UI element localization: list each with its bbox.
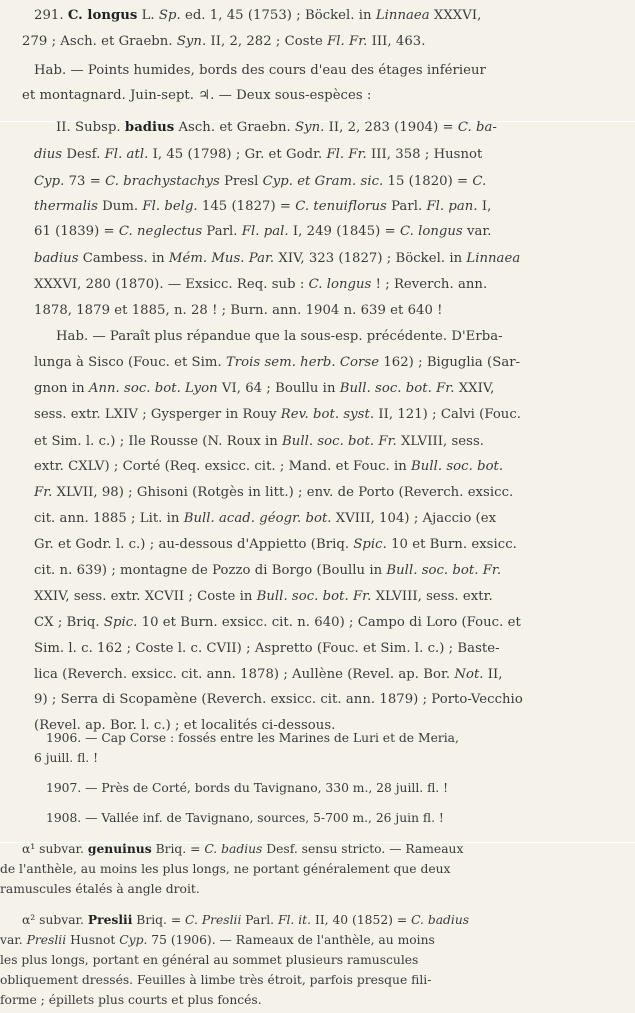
text-segment: CX ; Briq. [34, 615, 104, 630]
italic-text: C. Preslii [185, 913, 242, 927]
text-segment: II, 121) ; Calvi (Fouc. [374, 407, 522, 422]
text-line [0, 929, 635, 951]
text-segment: Husnot [66, 933, 120, 947]
italic-text: Fl. it. [277, 913, 312, 927]
text-segment: 73 = [64, 174, 106, 189]
text-line [0, 909, 635, 931]
text-segment: Gr. et Godr. l. c.) ; au-dessous d'Appietto (Briq. [34, 537, 354, 552]
text-segment: gnon in [34, 381, 89, 396]
text-segment: XXIV, sess. extr. XCVII ; Coste in [34, 589, 257, 604]
text-segment: 279 ; Asch. et Graebn. [22, 34, 177, 49]
text-segment: Hab. — Points humides, bords des cours d'eau des étages inférieur [34, 63, 486, 78]
text-line [0, 85, 635, 107]
text-line [0, 807, 635, 829]
text-segment: Parl. [386, 199, 427, 214]
text-segment: cit. n. 639) ; montagne de Pozzo di Borgo (Boullu in [34, 563, 387, 578]
text-segment: 10 et Burn. exsicc. cit. n. 640) ; Campo di Loro (Fouc. et [137, 615, 521, 630]
text-segment: et montagnard. Juin-sept. ♃. — Deux sous-espèces : [22, 88, 372, 103]
italic-text: Fl. pal. [241, 224, 289, 239]
text-segment: extr. CXLV) ; Corté (Req. exsicc. cit. ; Mand. et Fouc. in [34, 459, 412, 474]
text-segment: forme ; épillets plus courts et plus foncés. [0, 993, 262, 1007]
text-line [0, 221, 635, 243]
italic-text: Bull. soc. bot. Fr. [282, 434, 397, 449]
italic-text: Syn. [295, 120, 325, 135]
text-line [0, 144, 635, 166]
text-segment: Parl. [241, 913, 278, 927]
text-line [0, 431, 635, 453]
text-segment: var. [0, 933, 27, 947]
text-line [0, 586, 635, 608]
text-segment: 1878, 1879 et 1885, n. 28 ! ; Burn. ann. 1904 n. 639 et 640 ! [34, 303, 443, 318]
text-segment: XXXVI, 280 (1870). — Exsicc. Req. sub : [34, 277, 309, 292]
text-segment: 15 (1820) = [383, 174, 473, 189]
italic-text: Cyp. [119, 933, 148, 947]
text-line [0, 560, 635, 582]
italic-text: Fl. atl. [104, 147, 149, 162]
text-segment: XLVIII, sess. [396, 434, 485, 449]
italic-text: Bull. soc. bot. [411, 459, 504, 474]
text-line [0, 664, 635, 686]
text-segment: 145 (1827) = [197, 199, 296, 214]
italic-text: Cyp. [34, 174, 65, 189]
text-segment: ! ; Reverch. ann. [371, 277, 488, 292]
text-segment: XLVII, 98) ; Ghisoni (Rotgès in litt.) ; env. de Porto (Reverch. exsicc. [52, 485, 514, 500]
text-segment: 291. [34, 8, 68, 23]
italic-text: Bull. soc. bot. Fr. [386, 563, 502, 578]
text-segment: Sim. l. c. 162 ; Coste l. c. CVII) ; Aspretto (Fouc. et Sim. l. c.) ; Baste- [34, 641, 500, 656]
text-segment: obliquement dressés. Feuilles à limbe très étroit, parfois presque fili- [0, 973, 432, 987]
text-line [0, 747, 635, 769]
text-line [0, 196, 635, 218]
text-segment: et Sim. l. c.) ; Ile Rousse (N. Roux in [34, 434, 283, 449]
italic-text: Fl. Fr. [326, 147, 367, 162]
italic-text: Not. [454, 667, 484, 682]
text-line [0, 534, 635, 556]
text-segment: 61 (1839) = [34, 224, 119, 239]
text-segment: Desf. sensu stricto. — Rameaux [262, 842, 464, 856]
text-line [0, 638, 635, 660]
text-segment: les plus longs, portant en général au sommet plusieurs ramuscules [0, 953, 419, 967]
text-line [0, 989, 635, 1011]
text-segment: Desf. [62, 147, 105, 162]
text-line [0, 326, 635, 348]
text-segment: Briq. = [151, 842, 205, 856]
italic-text: C. longus [399, 224, 463, 239]
text-line [0, 878, 635, 900]
text-segment: 1907. — Près de Corté, bords du Tavignano, 330 m., 28 juill. fl. ! [46, 781, 449, 795]
text-line [0, 482, 635, 504]
italic-text: badius [34, 251, 79, 266]
text-line [0, 689, 635, 711]
text-segment: α¹ subvar. [22, 842, 88, 856]
text-segment: I, 45 (1798) ; Gr. et Godr. [148, 147, 327, 162]
text-segment: var. [462, 224, 492, 239]
italic-text: C. [472, 174, 487, 189]
text-line [0, 5, 635, 27]
text-segment: (Revel. ap. Bor. l. c.) ; et localités ci-dessous. [34, 718, 336, 733]
text-segment: II. Subsp. [56, 120, 125, 135]
text-segment: Dum. [97, 199, 143, 214]
text-segment: 1906. — Cap Corse : fossés entre les Marines de Luri et de Meria, [46, 731, 459, 745]
text-segment: sess. extr. LXIV ; Gysperger in Rouy [34, 407, 281, 422]
text-line [0, 969, 635, 991]
text-segment: II, 2, 282 ; Coste [206, 34, 328, 49]
text-line [0, 248, 635, 270]
text-line [0, 117, 635, 139]
italic-text: Spic. [353, 537, 387, 552]
text-line [0, 274, 635, 296]
text-segment: Cambess. in [78, 251, 169, 266]
italic-text: Fr. [34, 485, 53, 500]
italic-text: Sp. [158, 8, 181, 23]
italic-text: Fl. Fr. [327, 34, 368, 49]
text-segment: ramuscules étalés à angle droit. [0, 882, 200, 896]
italic-text: thermalis [34, 199, 98, 214]
text-segment: Presl [219, 174, 263, 189]
italic-text: Cyp. et Gram. sic. [262, 174, 384, 189]
text-line [0, 838, 635, 860]
italic-text: Bull. soc. bot. Fr. [339, 381, 455, 396]
italic-text: Fl. belg. [142, 199, 198, 214]
italic-text: Fl. pan. [426, 199, 478, 214]
text-segment: II, [483, 667, 503, 682]
text-segment: Hab. — Paraît plus répandue que la sous-esp. précédente. D'Erba- [56, 329, 503, 344]
text-line [0, 352, 635, 374]
italic-text: C. badius [204, 842, 263, 856]
text-segment: 162) ; Biguglia (Sar- [379, 355, 521, 370]
text-line [0, 378, 635, 400]
taxon-name: genuinus [87, 841, 152, 856]
text-segment: de l'anthèle, au moins les plus longs, ne portant généralement que deux [0, 862, 451, 876]
text-segment: α² subvar. [22, 913, 88, 927]
text-line [0, 404, 635, 426]
text-segment: L. [137, 8, 159, 23]
italic-text: Linnaea [375, 8, 430, 23]
text-segment: Briq. = [132, 913, 186, 927]
text-segment: 10 et Burn. exsicc. [386, 537, 517, 552]
text-segment: III, 358 ; Husnot [366, 147, 483, 162]
text-segment: III, 463. [367, 34, 426, 49]
italic-text: Ann. soc. bot. Lyon [88, 381, 218, 396]
italic-text: Bull. acad. géogr. bot. [183, 511, 332, 526]
italic-text: C. brachystachys [105, 174, 220, 189]
text-line [0, 777, 635, 799]
text-segment: XIV, 323 (1827) ; Böckel. in [274, 251, 467, 266]
text-segment: Parl. [202, 224, 242, 239]
taxon-name: badius [124, 120, 175, 135]
text-line [0, 60, 635, 82]
text-line [0, 508, 635, 530]
italic-text: Spic. [103, 615, 138, 630]
text-segment: I, 249 (1845) = [288, 224, 400, 239]
text-line [0, 612, 635, 634]
text-segment: Asch. et Graebn. [174, 120, 296, 135]
taxon-name: C. longus [67, 8, 138, 23]
text-line [0, 31, 635, 53]
text-line [0, 456, 635, 478]
italic-text: C. longus [308, 277, 372, 292]
italic-text: Linnaea [466, 251, 521, 266]
text-segment: XLVIII, sess. extr. [371, 589, 493, 604]
text-segment: 9) ; Serra di Scopamène (Reverch. exsicc. cit. ann. 1879) ; Porto-Vecchio [34, 692, 523, 707]
text-segment: lunga à Sisco (Fouc. et Sim. [34, 355, 226, 370]
text-segment: ed. 1, 45 (1753) ; Böckel. in [180, 8, 376, 23]
text-segment: 6 juill. fl. ! [34, 751, 99, 765]
text-line [0, 727, 635, 749]
text-segment: 1908. — Vallée inf. de Tavignano, sources, 5-700 m., 26 juin fl. ! [46, 811, 444, 825]
italic-text: Preslii [26, 933, 67, 947]
text-segment: XXIV, [454, 381, 495, 396]
text-segment: I, [477, 199, 492, 214]
text-segment: 75 (1906). — Rameaux de l'anthèle, au moins [147, 933, 435, 947]
italic-text: dius [34, 147, 63, 162]
italic-text: Rev. bot. syst. [280, 407, 375, 422]
taxon-name: Preslii [87, 912, 133, 927]
italic-text: C. neglectus [118, 224, 203, 239]
text-segment: II, 2, 283 (1904) = [324, 120, 458, 135]
italic-text: C. ba- [457, 120, 497, 135]
italic-text: Mém. Mus. Par. [168, 251, 275, 266]
text-line [0, 300, 635, 322]
text-segment: XVIII, 104) ; Ajaccio (ex [331, 511, 497, 526]
italic-text: Syn. [176, 34, 207, 49]
text-segment: VI, 64 ; Boullu in [217, 381, 340, 396]
text-line [0, 949, 635, 971]
italic-text: C. tenuiflorus [295, 199, 387, 214]
text-segment: II, 40 (1852) = [311, 913, 412, 927]
italic-text: Bull. soc. bot. Fr. [256, 589, 372, 604]
italic-text: Trois sem. herb. Corse [225, 355, 380, 370]
text-segment: XXXVI, [429, 8, 482, 23]
italic-text: C. badius [411, 913, 470, 927]
text-line [0, 171, 635, 193]
text-segment: cit. ann. 1885 ; Lit. in [34, 511, 184, 526]
text-segment: lica (Reverch. exsicc. cit. ann. 1878) ; Aullène (Revel. ap. Bor. [34, 667, 455, 682]
text-line [0, 858, 635, 880]
